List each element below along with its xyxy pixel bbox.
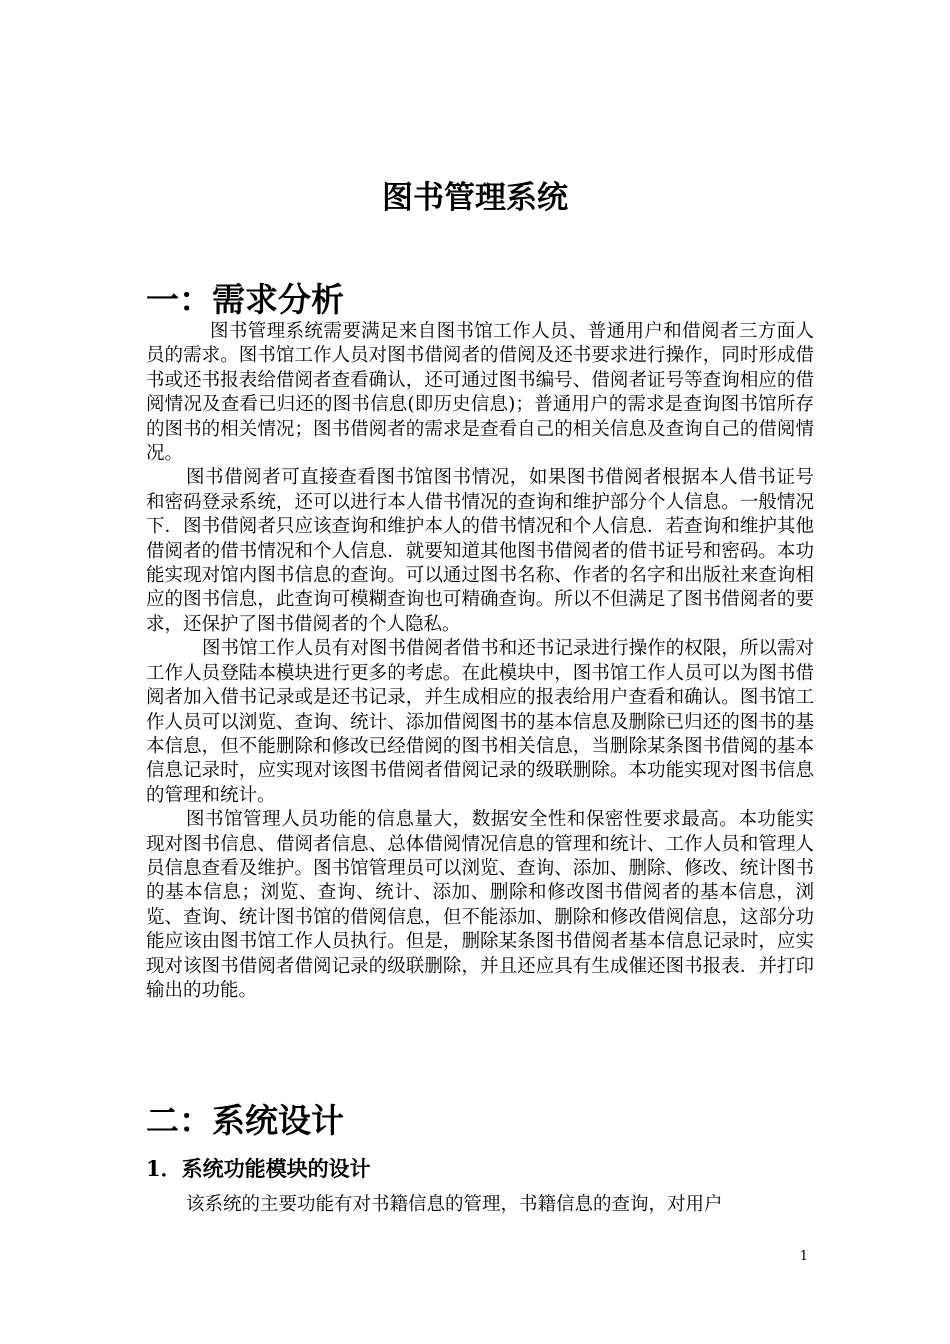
section-heading-requirements: 一：需求分析 [146, 280, 344, 319]
design-body [146, 1193, 814, 1217]
paragraph-staff-permissions: 图书馆工作人员有对图书借阅者借书和还书记录进行操作的权限，所以需对工作人员登陆本模块进行更多的考虑。在此模块中，图书馆工作人员可以为图书借阅者加入借书记录或是还书记录，并生成相应的报表给用户查看和确认。图书馆工作人员可以浏览、查询、统计、添加借阅图书的基本信息及删除已归还的图书的基本信息，但不能删除和修改已经借阅的图书相关信息，当删除某条图书借阅的基本信息记录时，应实现对该图书借阅者借阅记录的级联删除。本功能实现对图书信息的管理和统计。 [146, 638, 814, 806]
document-title: 图书管理系统 [382, 180, 568, 216]
subsection-heading-modules: 1．系统功能模块的设计 [146, 1156, 371, 1181]
paragraph-staff-needs: 图书管理系统需要满足来自图书馆工作人员、普通用户和借阅者三方面人员的需求。图书馆工作人员对图书借阅者的借阅及还书要求进行操作，同时形成借书或还书报表给借阅者查看确认，还可通过图书编号、借阅者证号等查询相应的借阅情况及查看已归还的图书信息(即历史信息)；普通用户的需求是查询图书馆所存的图书的相关情况；图书借阅者的需求是查看自己的相关信息及查询自己的借阅情况。 [146, 321, 814, 465]
paragraph-borrower-needs: 图书借阅者可直接查看图书馆图书情况，如果图书借阅者根据本人借书证号和密码登录系统，还可以进行本人借书情况的查询和维护部分个人信息。一般情况下．图书借阅者只应该查询和维护本人的借书情况和个人信息．若查询和维护其他借阅者的借书情况和个人信息．就要知道其他图书借阅者的借书证号和密码。本功能实现对馆内图书信息的查询。可以通过图书名称、作者的名字和出版社来查询相应的图书信息，此查询可模糊查询也可精确查询。所以不但满足了图书借阅者的要求，还保护了图书借阅者的个人隐私。 [146, 467, 814, 635]
paragraph-main-functions: 该系统的主要功能有对书籍信息的管理，书籍信息的查询，对用户 [186, 1194, 723, 1215]
requirements-body [146, 320, 814, 1003]
page-number: 1 [799, 1249, 808, 1264]
paragraph-admin-functions: 图书馆管理人员功能的信息量大，数据安全性和保密性要求最高。本功能实现对图书信息、借阅者信息、总体借阅情况信息的管理和统计、工作人员和管理人员信息查看及维护。图书馆管理员可以浏览、查询、添加、删除、修改、统计图书的基本信息；浏览、查询、统计、添加、删除和修改图书借阅者的基本信息，浏览、查询、统计图书馆的借阅信息，但不能添加、删除和修改借阅信息，这部分功能应该由图书馆工作人员执行。但是，删除某条图书借阅者基本信息记录时，应实现对该图书借阅者借阅记录的级联删除，并且还应具有生成催还图书报表．并打印输出的功能。 [146, 809, 814, 1001]
section-heading-design: 二：系统设计 [146, 1101, 344, 1140]
